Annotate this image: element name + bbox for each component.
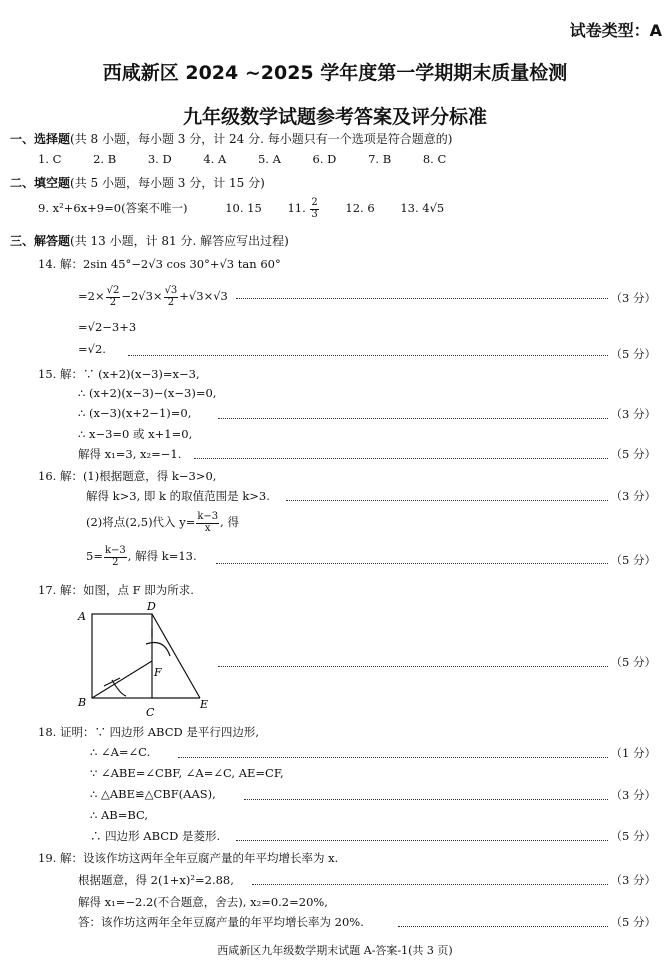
q18-line4: ∴ △ABE≌△CBF(AAS), [90,787,216,801]
section1-title: 一、选择题 [10,132,71,146]
answer-10: 10. 15 [225,201,262,215]
fraction-numerator: √2 [106,285,120,296]
arc-mark [112,680,126,696]
q14-l2a: =2× [78,289,105,303]
section1-heading [10,130,452,147]
document-title: 西咸新区 2024 ~2025 学年度第一学期期末质量检测 [102,62,568,84]
label-b: B [78,696,87,709]
q16-l3a: (2)将点(2,5)代入 y= [86,515,196,529]
paper-type: 试卷类型：A [569,21,662,40]
q19-line4: 答：该作坊这两年全年豆腐产量的年平均增长率为 20%. [78,915,364,929]
q16-frac2 [104,546,127,568]
dotted-leader [398,926,608,927]
fraction-denominator: 3 [311,208,318,220]
fraction-denominator: 2 [109,296,117,308]
q16-l4b: , 解得 k=13. [127,549,197,563]
answer-12: 12. 6 [345,201,375,215]
label-c: C [146,706,155,719]
q15-line4: ∴ x−3=0 或 x+1=0, [78,427,193,441]
fraction-numerator: √3 [164,285,178,296]
section3-title: 三、解答题 [10,234,71,248]
bisector-line [92,661,152,698]
answer-2: 2. B [93,152,117,166]
label-f: F [154,666,162,679]
dotted-leader [218,666,608,667]
segment-de [152,614,200,698]
q17-score-5: （5 分） [610,655,656,669]
q16-score-5: （5 分） [610,553,656,567]
q14-frac1 [106,286,121,308]
q15-line1: 15. 解：∵ (x+2)(x−3)=x−3, [38,367,200,381]
q14-l2c: +√3×√3 [179,289,228,303]
q16-frac1 [196,512,219,534]
answer-11 [287,198,319,220]
answer-7: 7. B [368,152,392,166]
dotted-leader [218,418,608,419]
q15-score-3: （3 分） [610,407,656,421]
label-d: D [147,600,156,613]
dotted-leader [236,840,608,841]
q14-line2 [78,286,228,308]
answer-11-label: 11. [287,201,306,215]
q16-score-3: （3 分） [610,489,656,503]
fraction-denominator: x [204,522,211,534]
q18-line6: ∴ 四边形 ABCD 是菱形. [90,829,221,843]
q17-line1: 17. 解：如图，点 F 即为所求. [38,583,194,597]
document-subtitle: 九年级数学试题参考答案及评分标准 [182,106,487,128]
fraction-numerator: 2 [311,197,318,208]
q14-line4: =√2. [78,342,106,356]
q15-score-5: （5 分） [610,447,656,461]
q14-line1: 14. 解：2sin 45°−2√3 cos 30°+√3 tan 60° [38,257,281,271]
label-a: A [78,610,86,623]
arc-mark [146,643,170,657]
dotted-leader [178,757,608,758]
q15-line5: 解得 x₁=3, x₂=−1. [78,447,182,461]
q15-line2: ∴ (x+2)(x−3)−(x−3)=0, [78,386,217,400]
fraction-denominator: 2 [167,296,175,308]
dotted-leader [216,563,608,564]
q14-score-5: （5 分） [610,347,656,361]
q16-l4a: 5= [86,549,103,563]
q18-line5: ∴ AB=BC, [90,808,149,822]
q19-line3: 解得 x₁=−2.2(不合题意，舍去), x₂=0.2=20%, [78,895,328,909]
q18-line2: ∴ ∠A=∠C. [90,745,151,759]
q14-l2b: −2√3× [121,289,163,303]
q18-line3: ∵ ∠ABE=∠CBF, ∠A=∠C, AE=CF, [90,766,284,780]
q16-l3b: , 得 [220,515,239,529]
square-abcd [92,614,152,698]
q18-score-3: （3 分） [610,788,656,802]
q16-line1: 16. 解：(1)根据题意，得 k−3>0, [38,469,217,483]
fraction-numerator: k−3 [104,545,126,556]
answer-1: 1. C [38,152,62,166]
q18-line1: 18. 证明：∵ 四边形 ABCD 是平行四边形, [38,725,260,739]
dotted-leader [286,500,608,501]
answer-9: 9. x²+6x+9=0(答案不唯一) [38,201,188,215]
answer-11-fraction [310,198,318,220]
answer-8: 8. C [422,152,447,166]
answer-4: 4. A [203,152,227,166]
answer-6: 6. D [312,152,337,166]
dotted-leader [128,355,608,356]
section1-answers [38,152,474,166]
label-e: E [200,698,209,711]
section2-desc: (共 5 小题，每小题 3 分，计 15 分) [70,176,265,190]
q19-score-3: （3 分） [610,873,656,887]
q19-line1: 19. 解：设该作坊这两年全年豆腐产量的年平均增长率为 x. [38,851,339,865]
q15-line3: ∴ (x−3)(x+2−1)=0, [78,406,192,420]
q14-frac2 [164,286,179,308]
section2-answers [38,198,472,220]
page-footer: 西咸新区九年级数学期末试题 A-答案-1(共 3 页) [217,944,453,957]
q18-score-1: （1 分） [610,746,656,760]
q19-line2: 根据题意，得 2(1+x)²=2.88, [78,873,234,887]
section2-heading [10,174,265,191]
q16-line4 [86,546,197,568]
q16-line2: 解得 k>3, 即 k 的取值范围是 k>3. [86,489,270,503]
dotted-leader [236,298,608,299]
section3-heading [10,232,289,249]
q14-score-3: （3 分） [610,291,656,305]
fraction-numerator: k−3 [197,511,219,522]
q19-score-5: （5 分） [610,915,656,929]
fraction-denominator: 2 [112,556,119,568]
q14-line3: =√2−3+3 [78,320,137,334]
q17-figure [72,598,222,720]
section3-desc: (共 13 小题，计 81 分. 解答应写出过程) [70,234,289,248]
answer-5: 5. A [257,152,281,166]
dotted-leader [244,799,608,800]
answer-3: 3. D [147,152,172,166]
section2-title: 二、填空题 [10,176,71,190]
q18-score-5: （5 分） [610,829,656,843]
section1-desc: (共 8 小题，每小题 3 分，计 24 分. 每小题只有一个选项是符合题意的) [70,132,453,146]
answer-13: 13. 4√5 [400,201,445,215]
dotted-leader [252,884,608,885]
q16-line3 [86,512,239,534]
dotted-leader [194,458,608,459]
